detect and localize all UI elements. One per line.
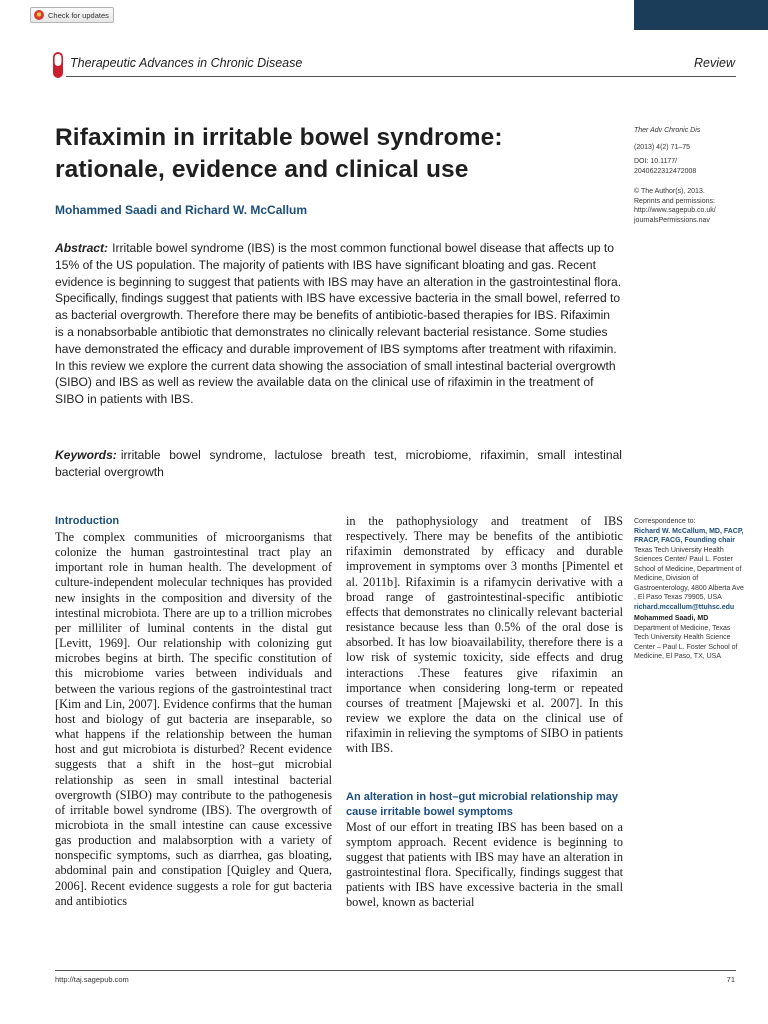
section-heading-introduction: Introduction <box>55 515 120 527</box>
body-column-right <box>346 514 623 910</box>
doi-line-2: 2040622312472008 <box>634 167 697 175</box>
citation-info: (2013) 4(2) 71–75 <box>634 144 691 151</box>
permissions-link[interactable]: http://www.sagepub.co.uk/ <box>634 207 716 214</box>
title-line-1: Rifaximin in irritable bowel syndrome: <box>55 124 503 151</box>
title-line-2: rationale, evidence and clinical use <box>55 156 469 183</box>
crossmark-icon <box>34 10 44 20</box>
copyright-line-2: Reprints and permissions: <box>634 197 715 205</box>
keywords-label: Keywords: <box>55 448 117 462</box>
keywords-text: irritable bowel syndrome, lactulose breath test, microbiome, rifaximin, small intestinal bacterial overgrowth <box>55 448 622 479</box>
corner-color-block <box>634 0 768 30</box>
body-column-left <box>55 514 332 909</box>
abstract-text: Irritable bowel syndrome (IBS) is the most common functional bowel disease that affects up to 15% of the US population. The majority of patients with IBS have significant bloating and gas. Recent evidence is beginning to suggest that patients with IBS may have an alteration in the gastrointestinal flora. Specifically, findings suggest that patients with IBS have excessive bacteria in the small bowel, referred to as bacterial overgrowth. Therefore there may be benefits of antibiotic-based therapies for IBS. Rifaximin is a nonabsorbable antibiotic that demonstrates no clinically relevant bacterial resistance. Some studies have demonstrated the efficacy and durable improvement of IBS symptoms after treatment with rifaximin. In this review we explore the current data showing the association of small intestinal bacterial overgrowth (SIBO) and IBS as well as review the available data on the clinical use of rifaximin in the treatment of SIBO in patients with IBS. <box>55 241 622 407</box>
copyright-info <box>634 187 746 225</box>
journal-logo-icon <box>52 51 64 79</box>
correspondence-label: Correspondence to: <box>634 518 696 525</box>
body-paragraph: Most of our effort in treating IBS has been based on a symptom approach. Recent evidence is beginning to suggest that patients with IBS may have an alteration in gastrointestinal flora. Specifically, findings suggest that patients with IBS have excessive bacteria in the small bowel, known as bacterial <box>346 819 623 910</box>
article-title <box>55 122 615 186</box>
journal-abbreviation: Ther Adv Chronic Dis <box>634 127 701 134</box>
footer-url-link[interactable]: http://taj.sagepub.com <box>55 975 129 984</box>
header-divider <box>66 76 736 77</box>
body-paragraph: in the pathophysiology and treatment of IBS respectively. There may be benefits of the antibiotic rifaximin demonstrated by efficacy and durable improvement in symptoms over 3 months [Pimentel et al. 2011b]. Rifaximin is a rifamycin derivative with a broad range of gastrointestinal-specific antibiotic effects that demonstrates no clinically relevant bacterial resistance because less than 0.5% of the oral dose is absorbed. It has low bioavailability, therefore there is a low risk of systemic toxicity, side effects and drug interactions .These features give rifaximin an importance when considering long-term or repeated courses of treatment [Majewski et al. 2007]. In this review we explore the data on the clinical use of rifaximin in relieving the symptoms of SIBO in patients with IBS. <box>346 514 623 756</box>
footer-divider <box>55 970 736 971</box>
section-heading-host-gut: An alteration in host–gut microbial relationship may cause irritable bowel symptoms <box>346 790 618 818</box>
corresponding-author-email[interactable]: richard.mccallum@ttuhsc.edu <box>634 603 735 611</box>
permissions-link-path[interactable]: journalsPermissions.nav <box>634 216 710 224</box>
doi-info <box>634 157 746 176</box>
coauthor-name: Mohammed Saadi, MD <box>634 615 709 622</box>
author-list: Mohammed Saadi and Richard W. McCallum <box>55 203 308 217</box>
body-paragraph: The complex communities of microorganisms that colonize the human gastrointestinal tract play an important role in human health. The development of culture-independent molecular techniques has provided new insights in the composition and diversity of the intestinal microbiota. There are up to a trillion microbes per milliliter of luminal contents in the distal gut [Levitt, 1969]. Our relationship with colonizing gut microbes begins at birth. The specific constitution of this microbiome varies between individuals and between the various regions of the gastrointestinal tract [Kim and Lin, 2007]. Evidence confirms that the human host and biology of gut bacteria are inseparable, so what happens if the relationship between the human host and gut microbiota is disturbed? Recent evidence suggests that a shift in the host–gut microbial relationship as seen in small intestinal bacterial overgrowth (SIBO) may contribute to the pathogenesis of irritable bowel syndrome (IBS). The overgrowth of microbiota in the small intestine can cause excessive gas production and malabsorption with a variety of nonspecific symptoms, such as diarrhea, gas bloating, abdominal pain and constipation [Quigley and Quera, 2006]. Recent evidence suggests a role for gut bacteria and antibiotics <box>55 530 332 908</box>
page-number: 71 <box>726 975 735 984</box>
correspondence-sidebar <box>634 517 746 662</box>
check-for-updates-button[interactable] <box>30 7 114 23</box>
check-for-updates-label: Check for updates <box>48 10 109 20</box>
abstract-label: Abstract: <box>55 241 109 255</box>
corresponding-author-address: Texas Tech University Health Sciences Center/ Paul L. Foster School of Medicine, Department of Medicine, Division of Gastroenterology, 4800 Alberta Ave , El Paso Texas 79905, USA <box>634 546 744 601</box>
corresponding-author-name: Richard W. McCallum, MD, FACP, FRACP, FACG, Founding chair <box>634 527 744 544</box>
doi-line-1: DOI: 10.1177/ <box>634 158 678 165</box>
keywords <box>55 447 622 481</box>
journal-name: Therapeutic Advances in Chronic Disease <box>70 56 303 70</box>
copyright-line-1: © The Author(s), 2013. <box>634 188 705 195</box>
abstract <box>55 240 622 408</box>
coauthor-address: Department of Medicine, Texas Tech University Health Science Center – Paul L. Foster School of Medicine, El Paso, TX, USA <box>634 624 738 660</box>
article-type-label: Review <box>694 56 735 70</box>
